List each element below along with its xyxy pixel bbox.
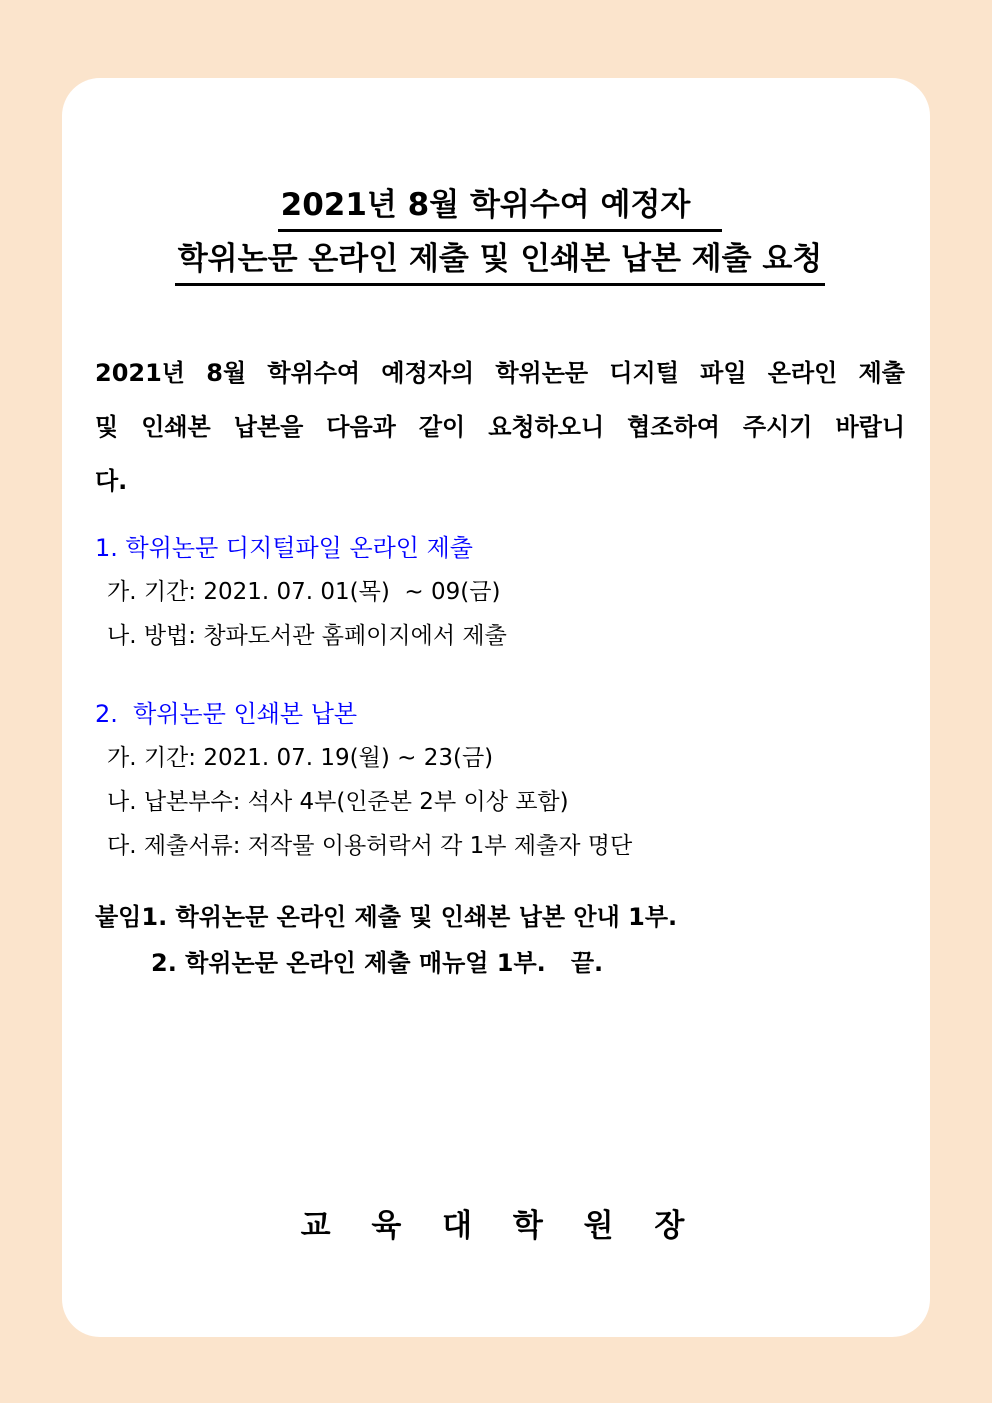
section-1-heading: 1. 학위논문 디지털파일 온라인 제출: [95, 534, 473, 562]
intro-line: 다.: [95, 467, 128, 495]
section-1-item-method: 나. 방법: 창파도서관 홈페이지에서 제출: [107, 623, 507, 649]
section-1-item-period: 가. 기간: 2021. 07. 01(목) ~ 09(금): [107, 579, 501, 605]
section-2-item-documents: 다. 제출서류: 저작물 이용허락서 각 1부 제출자 명단: [107, 833, 633, 859]
notice-title-line-1-text: 2021년 8월 학위수여 예정자: [278, 186, 723, 232]
notice-paper: [62, 78, 930, 1337]
intro-line: 2021년 8월 학위수여 예정자의 학위논문 디지털 파일 온라인 제출: [95, 359, 905, 387]
section-2-heading: 2. 학위논문 인쇄본 납본: [95, 700, 358, 728]
signature-dean-of-graduate-school: 교 육 대 학 원 장: [300, 1208, 700, 1244]
attachments-block: [95, 894, 905, 986]
attachment-line: 붙임1. 학위논문 온라인 제출 및 인쇄본 납본 안내 1부.: [95, 903, 678, 931]
notice-title: [95, 78, 905, 286]
attachment-line: 2. 학위논문 온라인 제출 매뉴얼 1부. 끝.: [151, 949, 604, 977]
notice-title-line-1: [95, 186, 905, 232]
notice-title-line-2-text: 학위논문 온라인 제출 및 인쇄본 납본 제출 요청: [175, 240, 826, 286]
section-print-deposit: [95, 692, 905, 868]
intro-paragraph: [95, 346, 905, 508]
notice-content: [62, 78, 930, 1245]
intro-line: 및 인쇄본 납본을 다음과 같이 요청하오니 협조하여 주시기 바랍니: [95, 413, 905, 441]
section-2-item-copies: 나. 납본부수: 석사 4부(인준본 2부 이상 포함): [107, 789, 569, 815]
section-online-submission: [95, 526, 905, 658]
notice-title-line-2: [95, 240, 905, 286]
section-2-item-period: 가. 기간: 2021. 07. 19(월) ~ 23(금): [107, 745, 494, 771]
